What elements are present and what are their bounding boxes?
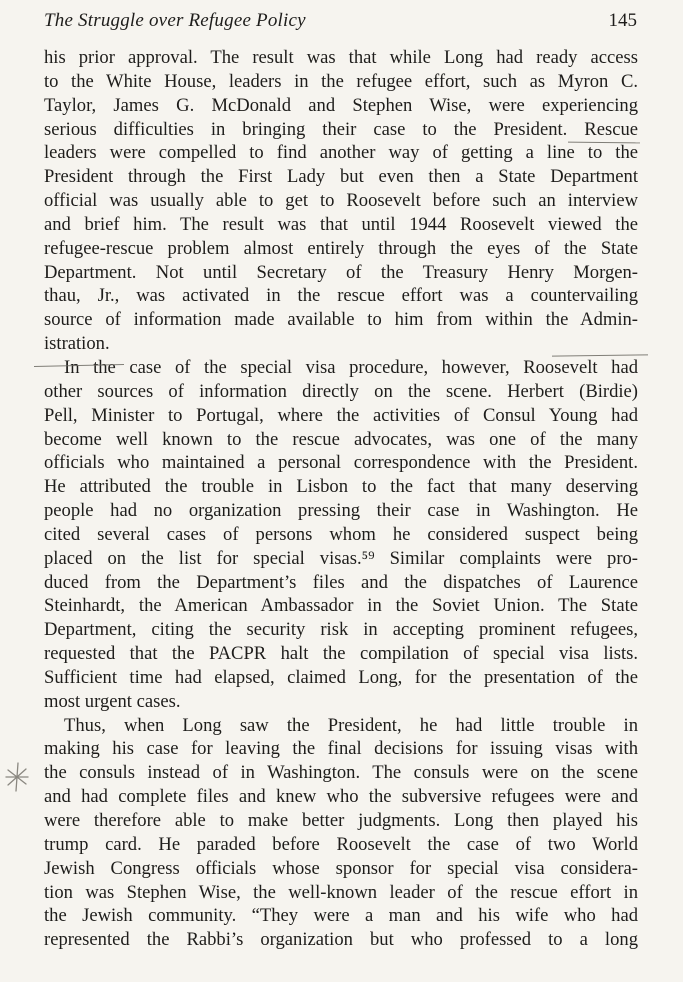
text-line: to the White House, leaders in the refugee effort, such as Myron C.: [44, 70, 638, 92]
body-text: [44, 46, 638, 952]
text-line: Steinhardt, the American Ambassador in the Soviet Union. The State: [44, 595, 638, 617]
text-line: istration.: [44, 333, 110, 355]
text-line: become well known to the rescue advocates, was one of the many: [44, 428, 638, 450]
text-line: source of information made available to him from within the Admin-: [44, 309, 638, 331]
text-line: Jewish Congress officials whose sponsor for special visa considera-: [44, 857, 638, 879]
text-line: people had no organization pressing their case in Washington. He: [44, 500, 638, 522]
text-line: officials who maintained a personal correspondence with the President.: [44, 452, 638, 474]
text-line: In the case of the special visa procedure, however, Roosevelt had: [64, 356, 638, 378]
asterisk-margin-mark-icon: [4, 760, 30, 794]
text-line: and had complete files and knew who the subversive refugees were and: [44, 786, 638, 808]
running-head-title: The Struggle over Refugee Policy: [44, 10, 306, 31]
text-line: the consuls instead of in Washington. The consuls were on the scene: [44, 762, 638, 784]
text-line: represented the Rabbi’s organization but who professed to a long: [44, 929, 638, 951]
text-line: refugee-rescue problem almost entirely through the eyes of the State: [44, 237, 638, 259]
text-line: the Jewish community. “They were a man and his wife who had: [44, 905, 638, 927]
text-line: leaders were compelled to find another way of getting a line to the: [44, 142, 638, 164]
text-line: were therefore able to make better judgments. Long then played his: [44, 810, 638, 831]
text-line: Taylor, James G. McDonald and Stephen Wise, were experiencing: [44, 94, 638, 116]
text-line: tion was Stephen Wise, the well-known leader of the rescue effort in: [44, 881, 638, 903]
text-line: trump card. He paraded before Roosevelt the case of two World: [44, 833, 638, 855]
text-line: cited several cases of persons whom he considered suspect being: [44, 523, 638, 545]
text-line: and brief him. The result was that until 1944 Roosevelt viewed the: [44, 213, 638, 235]
text-line: Thus, when Long saw the President, he had little trouble in: [64, 714, 638, 736]
text-line: Department, citing the security risk in accepting prominent refugees,: [44, 619, 638, 641]
text-line: making his case for leaving the final decisions for issuing visas with: [44, 738, 638, 760]
text-line: other sources of information directly on the scene. Herbert (Birdie): [44, 380, 638, 402]
text-line: He attributed the trouble in Lisbon to the fact that many deserving: [44, 476, 638, 498]
text-line: official was usually able to get to Roosevelt before such an interview: [44, 190, 638, 212]
text-line: thau, Jr., was activated in the rescue effort was a countervailing: [44, 285, 638, 307]
text-line: placed on the list for special visas.⁵⁹ Similar complaints were pro-: [44, 547, 638, 569]
page-number: 145: [608, 10, 637, 31]
text-line: Pell, Minister to Portugal, where the activities of Consul Young had: [44, 404, 638, 426]
text-line: Sufficient time had elapsed, claimed Long, for the presentation of the: [44, 666, 638, 688]
text-line: serious difficulties in bringing their case to the President. Rescue: [44, 118, 638, 140]
text-line: most urgent cases.: [44, 690, 181, 712]
text-line: his prior approval. The result was that while Long had ready access: [44, 47, 638, 68]
running-head: [44, 10, 639, 36]
text-line: requested that the PACPR halt the compilation of special visa lists.: [44, 643, 638, 665]
text-line: Department. Not until Secretary of the Treasury Henry Morgen-: [44, 261, 638, 283]
text-line: duced from the Department’s files and the dispatches of Laurence: [44, 571, 638, 593]
text-line: President through the First Lady but even then a State Department: [44, 166, 638, 188]
